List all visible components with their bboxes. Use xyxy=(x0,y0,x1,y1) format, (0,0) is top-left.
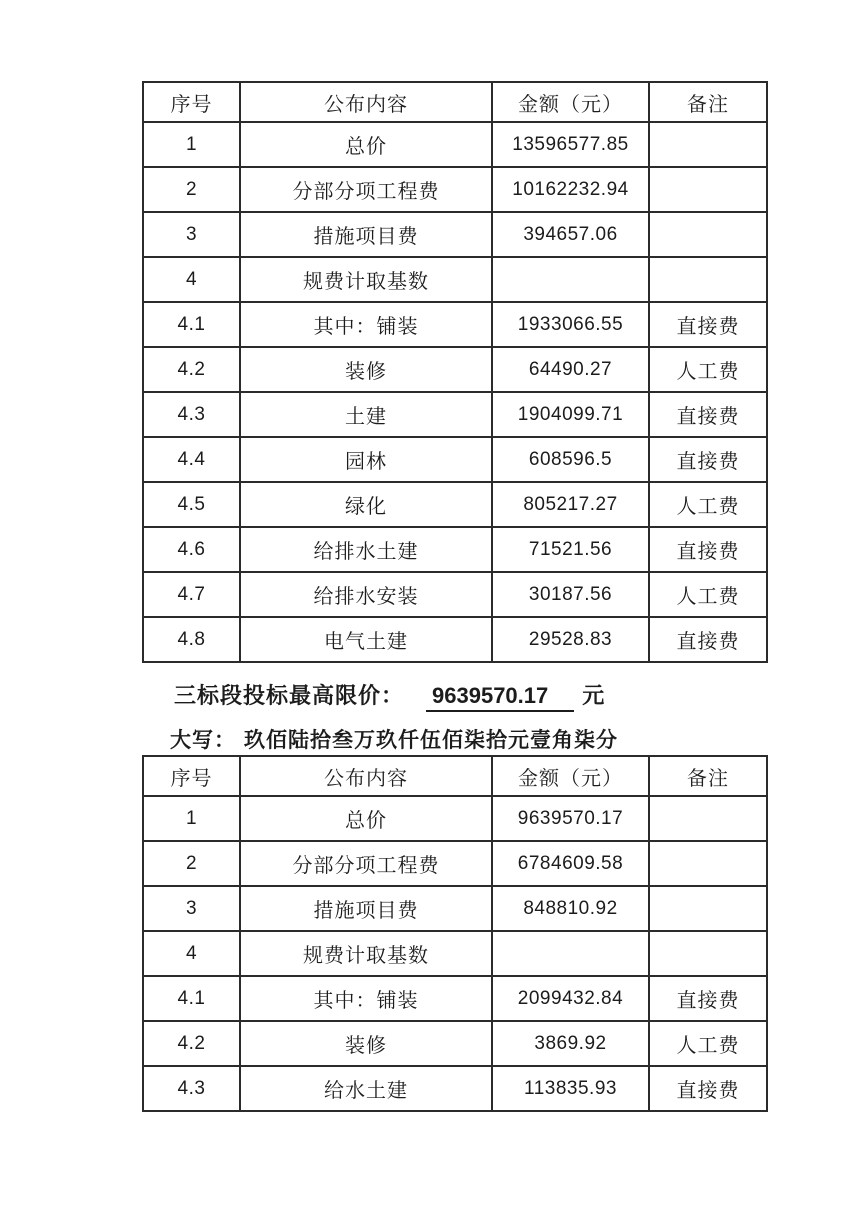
cell-note: 直接费 xyxy=(649,976,767,1021)
cell-seq-no: 4.1 xyxy=(143,302,240,347)
cell-seq-no: 4.6 xyxy=(143,527,240,572)
cell-amount: 9639570.17 xyxy=(492,796,649,841)
header-note: 备注 xyxy=(649,82,767,122)
cell-note: 直接费 xyxy=(649,302,767,347)
cell-note xyxy=(649,841,767,886)
cell-content: 装修 xyxy=(240,347,492,392)
cell-content: 绿化 xyxy=(240,482,492,527)
cell-content: 分部分项工程费 xyxy=(240,167,492,212)
table-row xyxy=(143,976,767,1021)
cell-amount: 1904099.71 xyxy=(492,392,649,437)
cell-amount xyxy=(492,257,649,302)
cell-note xyxy=(649,886,767,931)
cell-content: 电气土建 xyxy=(240,617,492,662)
cell-content: 分部分项工程费 xyxy=(240,841,492,886)
cell-note xyxy=(649,212,767,257)
table-row xyxy=(143,841,767,886)
cell-seq-no: 4.1 xyxy=(143,976,240,1021)
cell-amount: 29528.83 xyxy=(492,617,649,662)
cell-content: 园林 xyxy=(240,437,492,482)
table-header-row xyxy=(143,82,767,122)
cell-amount: 1933066.55 xyxy=(492,302,649,347)
cell-content: 总价 xyxy=(240,122,492,167)
table-row xyxy=(143,347,767,392)
table-row xyxy=(143,886,767,931)
cell-seq-no: 2 xyxy=(143,841,240,886)
header-note: 备注 xyxy=(649,756,767,796)
cell-seq-no: 4.8 xyxy=(143,617,240,662)
max-bid-price-unit: 元 xyxy=(582,683,606,708)
cell-amount: 30187.56 xyxy=(492,572,649,617)
table-row xyxy=(143,392,767,437)
cell-content: 措施项目费 xyxy=(240,886,492,931)
cell-note: 人工费 xyxy=(649,482,767,527)
cell-seq-no: 4.5 xyxy=(143,482,240,527)
cell-content: 给排水安装 xyxy=(240,572,492,617)
cell-seq-no: 2 xyxy=(143,167,240,212)
cell-amount: 608596.5 xyxy=(492,437,649,482)
table-row xyxy=(143,796,767,841)
cell-note: 人工费 xyxy=(649,572,767,617)
table-row xyxy=(143,527,767,572)
cell-seq-no: 4.3 xyxy=(143,392,240,437)
bid-price-table-second xyxy=(142,755,768,1112)
header-amount: 金额（元） xyxy=(492,82,649,122)
max-bid-price-line xyxy=(174,679,605,712)
table-row xyxy=(143,302,767,347)
capital-amount-label: 大写： xyxy=(170,728,236,752)
table-row xyxy=(143,1021,767,1066)
header-seq-no: 序号 xyxy=(143,756,240,796)
cell-content: 其中：铺装 xyxy=(240,302,492,347)
cell-note xyxy=(649,122,767,167)
cell-content: 措施项目费 xyxy=(240,212,492,257)
cell-note: 人工费 xyxy=(649,1021,767,1066)
cell-seq-no: 1 xyxy=(143,122,240,167)
table-row xyxy=(143,1066,767,1111)
cell-content: 其中：铺装 xyxy=(240,976,492,1021)
header-content: 公布内容 xyxy=(240,82,492,122)
cell-content: 规费计取基数 xyxy=(240,931,492,976)
cell-seq-no: 4.4 xyxy=(143,437,240,482)
cell-seq-no: 4.3 xyxy=(143,1066,240,1111)
cell-note: 直接费 xyxy=(649,527,767,572)
cell-amount: 64490.27 xyxy=(492,347,649,392)
table-row xyxy=(143,482,767,527)
cell-seq-no: 4.7 xyxy=(143,572,240,617)
cell-amount: 113835.93 xyxy=(492,1066,649,1111)
header-content: 公布内容 xyxy=(240,756,492,796)
cell-seq-no: 4.2 xyxy=(143,347,240,392)
cell-seq-no: 4.2 xyxy=(143,1021,240,1066)
header-amount: 金额（元） xyxy=(492,756,649,796)
cell-amount: 848810.92 xyxy=(492,886,649,931)
cell-seq-no: 3 xyxy=(143,212,240,257)
table-row xyxy=(143,572,767,617)
table-row xyxy=(143,617,767,662)
max-bid-price-amount: 9639570.17 xyxy=(426,683,574,712)
cell-content: 土建 xyxy=(240,392,492,437)
cell-content: 给水土建 xyxy=(240,1066,492,1111)
cell-content: 装修 xyxy=(240,1021,492,1066)
cell-note: 直接费 xyxy=(649,437,767,482)
cell-note: 直接费 xyxy=(649,1066,767,1111)
cell-amount: 10162232.94 xyxy=(492,167,649,212)
header-seq-no: 序号 xyxy=(143,82,240,122)
cell-amount: 2099432.84 xyxy=(492,976,649,1021)
cell-content: 给排水土建 xyxy=(240,527,492,572)
cell-note: 直接费 xyxy=(649,392,767,437)
cell-amount: 13596577.85 xyxy=(492,122,649,167)
cell-seq-no: 4 xyxy=(143,257,240,302)
cell-note xyxy=(649,167,767,212)
table-row xyxy=(143,122,767,167)
cell-content: 规费计取基数 xyxy=(240,257,492,302)
table-header-row xyxy=(143,756,767,796)
cell-note: 直接费 xyxy=(649,617,767,662)
table-row xyxy=(143,212,767,257)
bid-price-table-first xyxy=(142,81,768,663)
cell-note: 人工费 xyxy=(649,347,767,392)
cell-amount: 3869.92 xyxy=(492,1021,649,1066)
capital-amount-value: 玖佰陆拾叁万玖仟伍佰柒拾元壹角柒分 xyxy=(242,724,664,757)
cell-note xyxy=(649,257,767,302)
cell-seq-no: 1 xyxy=(143,796,240,841)
cell-seq-no: 3 xyxy=(143,886,240,931)
table-row xyxy=(143,437,767,482)
cell-amount xyxy=(492,931,649,976)
capital-amount-line xyxy=(170,724,664,757)
cell-note xyxy=(649,931,767,976)
cell-note xyxy=(649,796,767,841)
cell-amount: 6784609.58 xyxy=(492,841,649,886)
table-row xyxy=(143,931,767,976)
max-bid-price-label: 三标段投标最高限价： xyxy=(174,683,405,708)
cell-amount: 394657.06 xyxy=(492,212,649,257)
table-row xyxy=(143,257,767,302)
cell-amount: 805217.27 xyxy=(492,482,649,527)
cell-seq-no: 4 xyxy=(143,931,240,976)
cell-content: 总价 xyxy=(240,796,492,841)
table-row xyxy=(143,167,767,212)
cell-amount: 71521.56 xyxy=(492,527,649,572)
